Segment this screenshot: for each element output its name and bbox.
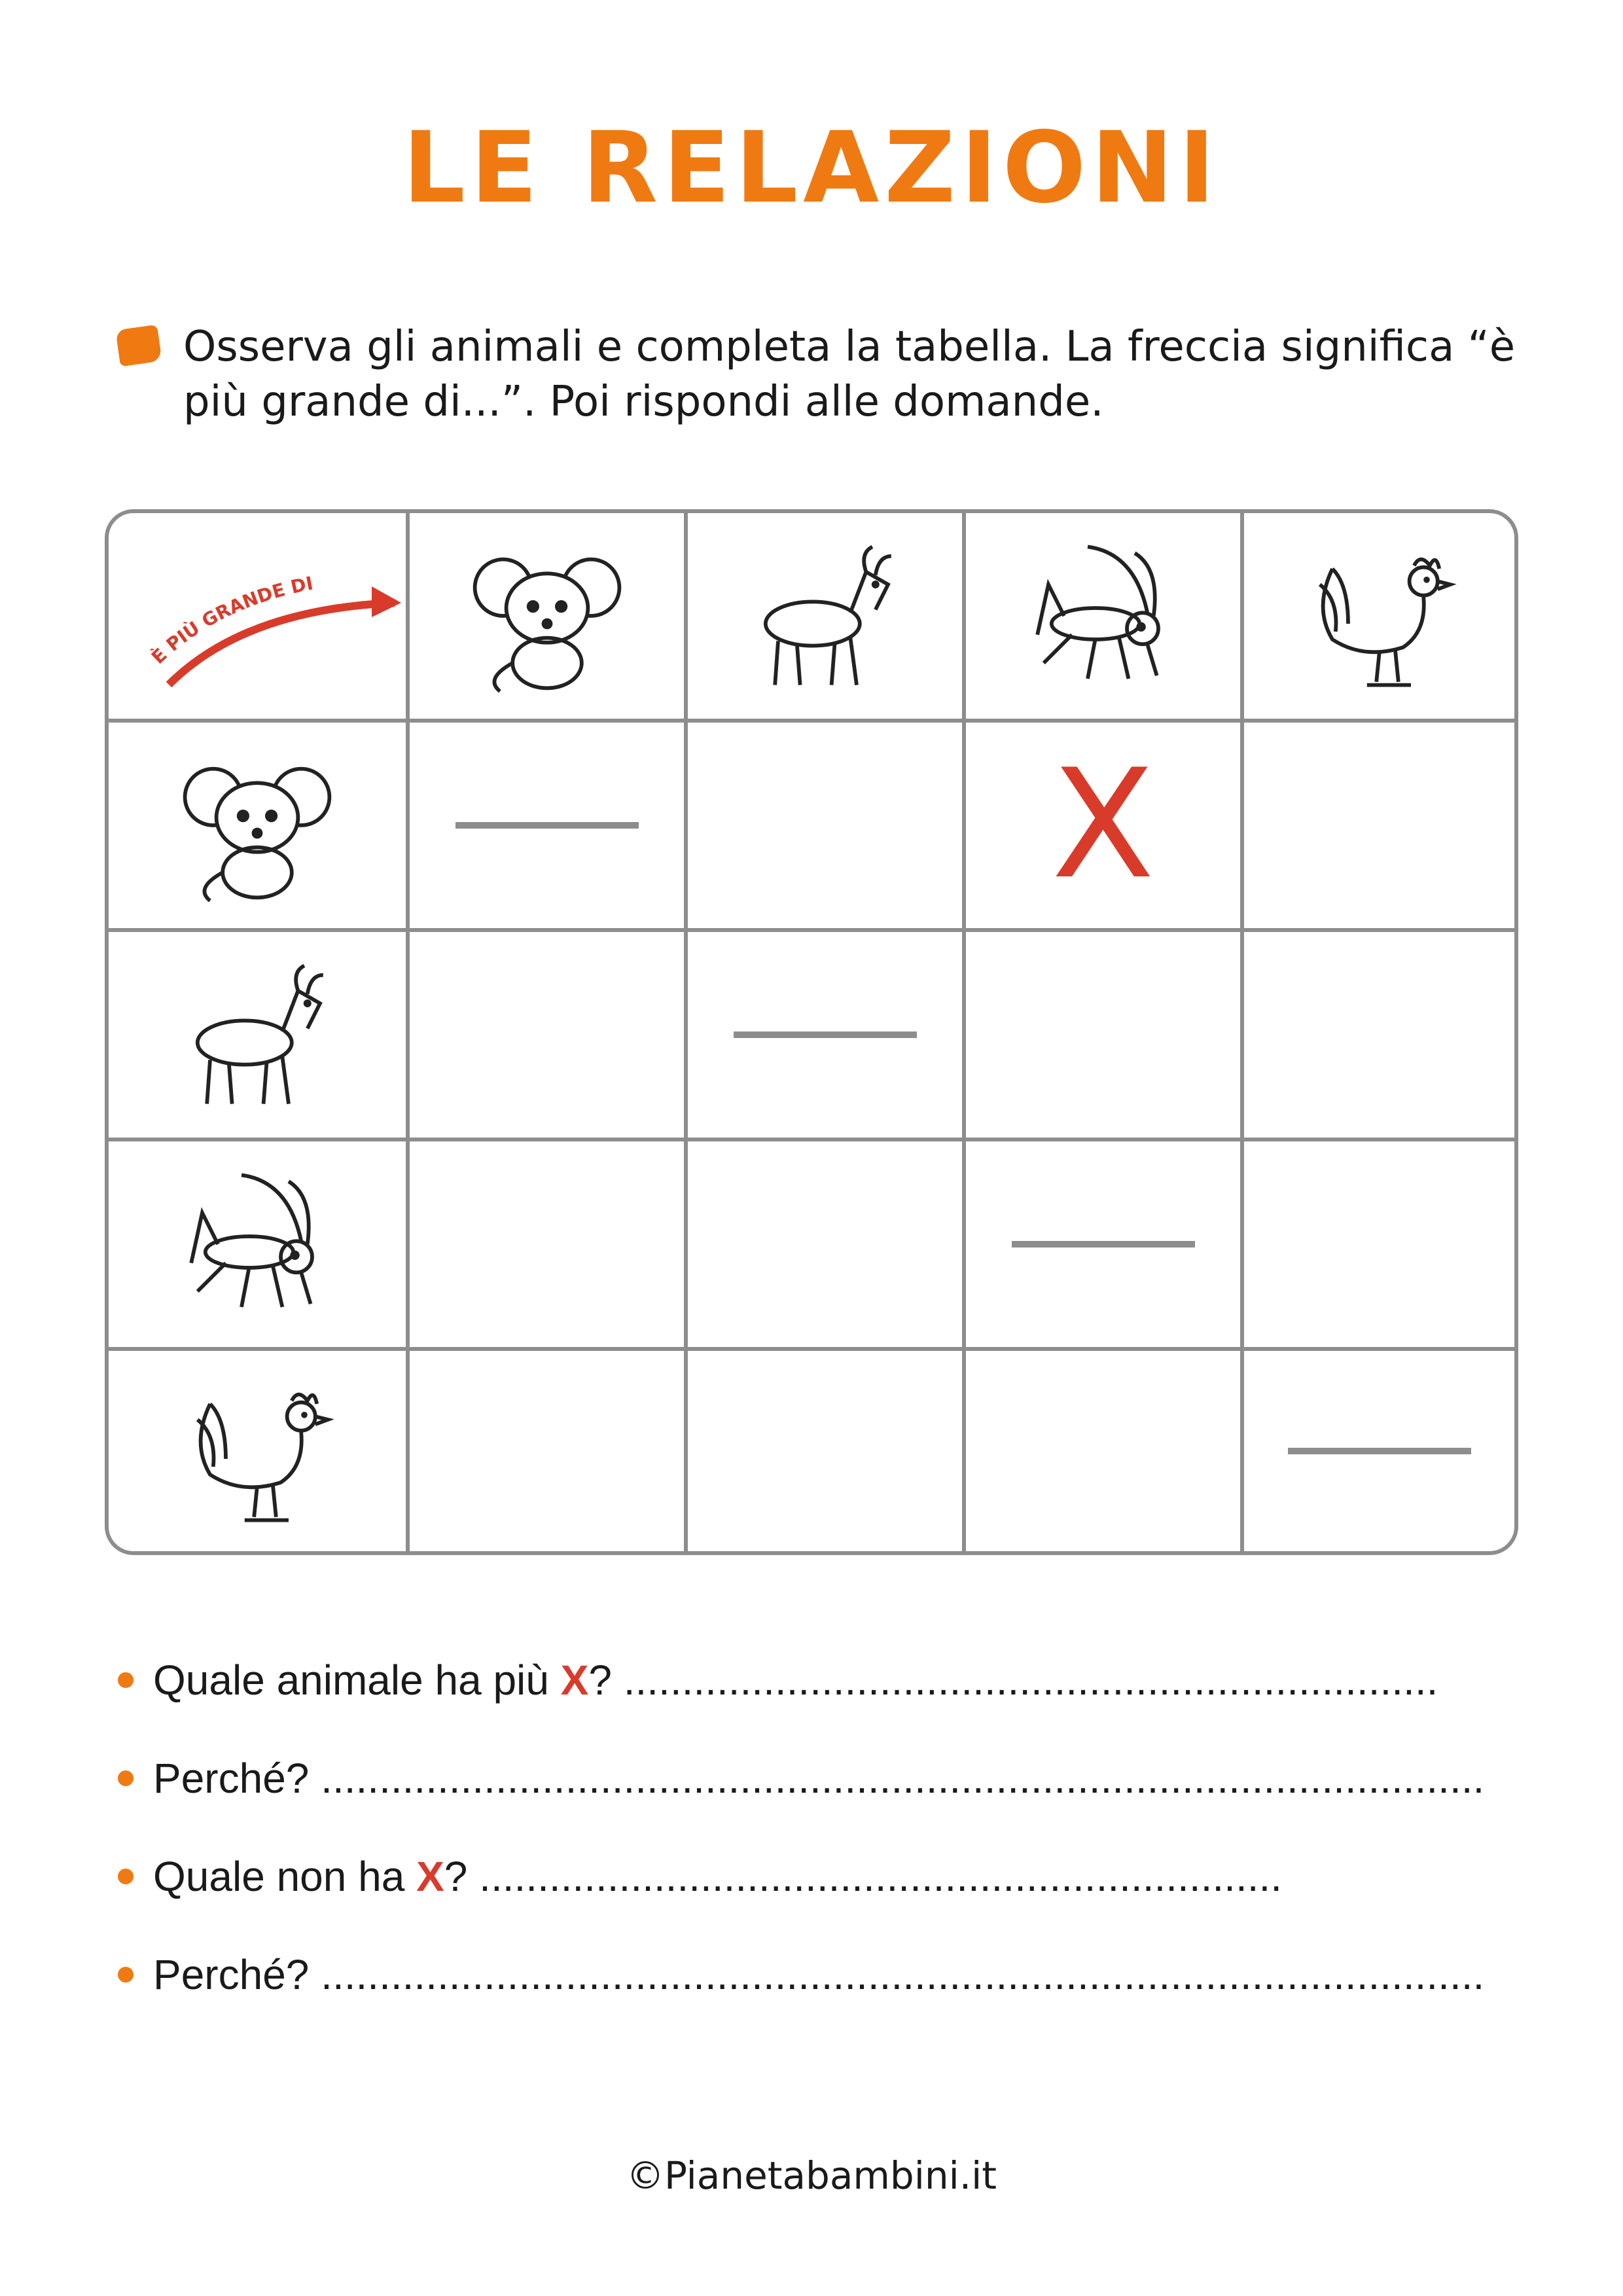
- cell-rooster-mouse[interactable]: [410, 1351, 688, 1551]
- row-header-rooster: [109, 1351, 410, 1551]
- goat-icon: [747, 537, 904, 694]
- cell-mouse-cricket[interactable]: [966, 723, 1244, 932]
- row-header-goat: [109, 932, 410, 1141]
- cricket-icon: [1025, 537, 1182, 694]
- cell-cricket-mouse[interactable]: [410, 1141, 688, 1351]
- column-header-cricket: [966, 513, 1244, 723]
- cell-mouse-goat[interactable]: [688, 723, 966, 932]
- cell-rooster-goat[interactable]: [688, 1351, 966, 1551]
- instruction-text: Osserva gli animali e completa la tabella. La freccia significa “è più grande di...”. Poi rispondi alle domande.: [183, 323, 1516, 426]
- column-header-rooster: [1244, 513, 1514, 723]
- question-2[interactable]: Perché? ....................................................................................................: [118, 1754, 1484, 1803]
- cell-rooster-rooster[interactable]: [1244, 1351, 1514, 1551]
- cell-goat-cricket[interactable]: [966, 932, 1244, 1141]
- question-1[interactable]: Quale animale ha più X? ......................................................................: [118, 1656, 1438, 1704]
- diagonal-dash: [1288, 1448, 1471, 1454]
- cell-cricket-goat[interactable]: [688, 1141, 966, 1351]
- cell-mouse-rooster[interactable]: [1244, 723, 1514, 932]
- page-title: LE RELAZIONI: [402, 111, 1221, 225]
- cell-rooster-cricket[interactable]: [966, 1351, 1244, 1551]
- cell-cricket-cricket[interactable]: [966, 1141, 1244, 1351]
- table-corner: [109, 513, 410, 723]
- bullet-icon: [118, 1967, 134, 1982]
- row-header-mouse: [109, 723, 410, 932]
- arrow-label: È PIÙ GRANDE DI: [147, 572, 315, 668]
- cell-mouse-mouse[interactable]: [410, 723, 688, 932]
- question-4[interactable]: Perché? ....................................................................................................: [118, 1950, 1484, 1999]
- goat-icon: [179, 956, 336, 1113]
- column-header-goat: [688, 513, 966, 723]
- mouse-icon: [179, 747, 336, 904]
- rooster-icon: [1301, 537, 1458, 694]
- bullet-icon: [118, 1672, 134, 1688]
- question-3[interactable]: Quale non ha X? .....................................................................: [118, 1852, 1282, 1901]
- rooster-icon: [179, 1372, 336, 1530]
- relations-table: [105, 509, 1518, 1555]
- bullet-icon: [118, 1869, 134, 1884]
- bullet-icon: [118, 1770, 134, 1786]
- cell-goat-mouse[interactable]: [410, 932, 688, 1141]
- footer-copyright: ©Pianetabambini.it: [626, 2153, 997, 2198]
- row-header-cricket: [109, 1141, 410, 1351]
- diagonal-dash: [455, 822, 639, 829]
- cricket-icon: [179, 1166, 336, 1323]
- arrow-icon: [113, 518, 401, 714]
- mouse-icon: [469, 537, 626, 694]
- cell-cricket-rooster[interactable]: [1244, 1141, 1514, 1351]
- orange-marker-icon: [115, 325, 162, 367]
- x-mark: X: [1051, 738, 1155, 912]
- column-header-mouse: [410, 513, 688, 723]
- diagonal-dash: [734, 1031, 917, 1038]
- cell-goat-rooster[interactable]: [1244, 932, 1514, 1141]
- cell-goat-goat[interactable]: [688, 932, 966, 1141]
- diagonal-dash: [1012, 1241, 1195, 1247]
